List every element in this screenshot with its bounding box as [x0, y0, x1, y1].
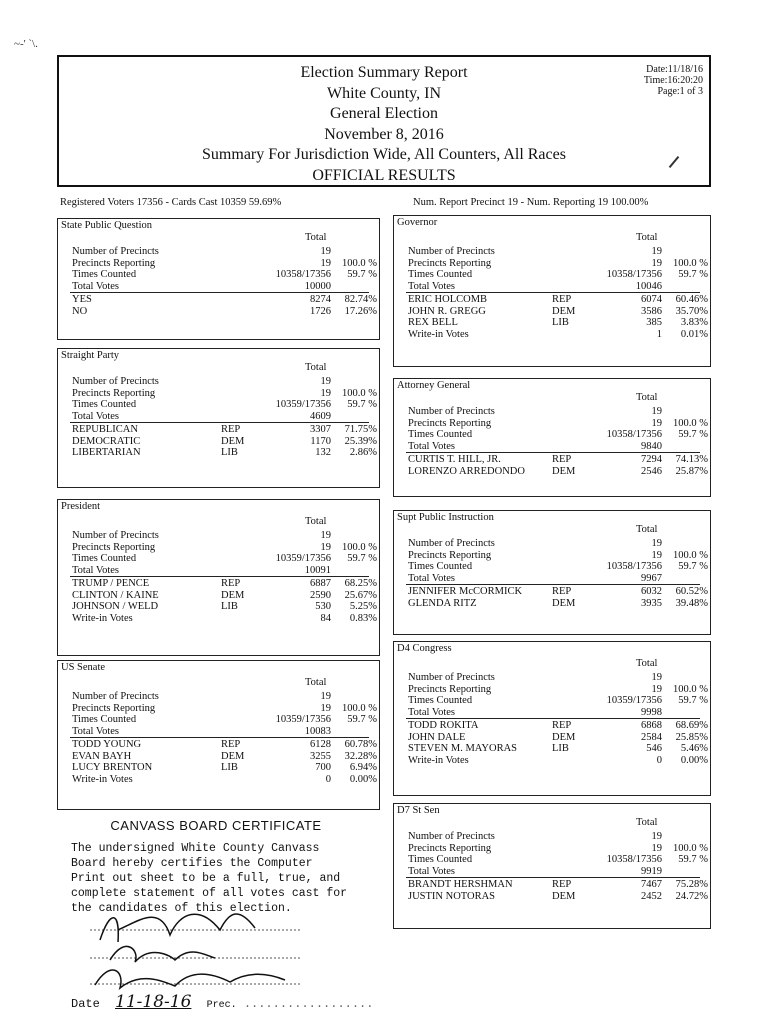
race-title: State Public Question: [61, 220, 152, 231]
stat-label: Total Votes: [72, 410, 120, 422]
candidate-party: REP: [221, 424, 241, 435]
candidate-row: [408, 328, 706, 341]
race-title: Governor: [397, 217, 438, 228]
stat-value: 4609: [310, 410, 331, 422]
total-header: Total: [636, 817, 658, 828]
stat-row: [72, 725, 375, 738]
candidate-votes: 3935: [641, 597, 662, 609]
candidate-percent: 32.28%: [344, 750, 377, 762]
stat-percent: 59.7 %: [347, 399, 377, 410]
candidate-percent: 6.94%: [349, 762, 377, 773]
candidate-name: JOHN R. GREGG: [408, 305, 486, 317]
header-titles: [59, 63, 709, 186]
candidate-percent: 25.85%: [675, 731, 708, 743]
report-title: Election Summary Report: [300, 64, 468, 81]
candidate-votes: 2584: [641, 731, 662, 743]
stat-percent: 100.0 %: [342, 387, 377, 399]
candidate-percent: 0.83%: [349, 612, 377, 624]
stat-percent: 59.7 %: [678, 561, 708, 572]
report-meta: [644, 64, 703, 97]
total-header: Total: [636, 392, 658, 403]
candidate-votes: 546: [646, 743, 662, 754]
stat-label: Total Votes: [72, 280, 120, 292]
candidate-percent: 24.72%: [675, 890, 708, 902]
candidate-votes: 700: [315, 762, 331, 773]
race-box-pr: [57, 499, 380, 656]
candidate-name: Write-in Votes: [408, 328, 469, 340]
stat-label: Precincts Reporting: [408, 257, 492, 269]
precinct-reporting-line: Num. Report Precinct 19 - Num. Reporting 19 100.00%: [413, 197, 649, 208]
candidate-party: DEM: [221, 589, 245, 601]
candidate-party: LIB: [552, 317, 569, 328]
candidate-party: DEM: [552, 597, 576, 609]
candidate-percent: 25.39%: [344, 435, 377, 447]
stat-label: Precincts Reporting: [408, 417, 492, 429]
candidate-votes: 530: [315, 601, 331, 612]
stat-percent: 59.7 %: [678, 429, 708, 440]
stat-label: Number of Precincts: [408, 831, 495, 842]
stat-value: 10091: [304, 564, 331, 576]
candidate-name: REPUBLICAN: [72, 424, 138, 435]
candidate-party: LIB: [221, 601, 238, 612]
candidate-party: DEM: [552, 731, 576, 743]
candidate-name: TRUMP / PENCE: [72, 578, 150, 589]
candidate-votes: 8274: [310, 294, 331, 305]
stat-label: Times Counted: [72, 269, 137, 280]
candidate-votes: 7294: [641, 454, 662, 465]
candidate-party: LIB: [552, 743, 569, 754]
stat-value: 19: [320, 702, 331, 714]
candidate-percent: 35.70%: [675, 305, 708, 317]
official-results: OFFICIAL RESULTS: [312, 166, 456, 184]
stat-row: [408, 706, 706, 719]
stat-label: Times Counted: [72, 399, 137, 410]
candidate-votes: 1: [656, 328, 662, 340]
race-title: Supt Public Instruction: [397, 512, 494, 523]
stat-label: Total Votes: [408, 280, 456, 292]
candidate-name: Write-in Votes: [72, 773, 133, 785]
stat-label: Number of Precincts: [408, 672, 495, 683]
candidate-party: DEM: [221, 435, 245, 447]
certificate-title: CANVASS BOARD CERTIFICATE: [110, 818, 322, 833]
stat-label: Number of Precincts: [72, 530, 159, 541]
stat-value: 19: [651, 246, 662, 257]
stat-value: 10359/17356: [275, 714, 331, 725]
stat-value: 19: [320, 530, 331, 541]
stat-label: Precincts Reporting: [408, 683, 492, 695]
stat-value: 10359/17356: [275, 399, 331, 410]
candidate-party: REP: [552, 720, 572, 731]
stat-label: Times Counted: [72, 714, 137, 725]
candidate-percent: 5.25%: [349, 601, 377, 612]
race-box-gv: [393, 215, 711, 367]
date-label: Date: [71, 997, 100, 1011]
certificate-line: the candidates of this election.: [71, 902, 292, 915]
stat-value: 10000: [304, 280, 331, 292]
candidate-votes: 7467: [641, 879, 662, 890]
election-date: November 8, 2016: [324, 125, 444, 143]
candidate-percent: 25.67%: [344, 589, 377, 601]
certificate-date-line: [71, 992, 373, 1012]
candidate-name: NO: [72, 305, 88, 317]
race-box-sp: [57, 348, 380, 488]
stat-value: 19: [651, 831, 662, 842]
stat-label: Total Votes: [72, 725, 120, 737]
candidate-percent: 2.86%: [349, 447, 377, 458]
stat-row: [72, 410, 375, 423]
candidate-percent: 71.75%: [344, 424, 377, 435]
stat-row: [408, 440, 706, 453]
stat-value: 10358/17356: [275, 269, 331, 280]
total-header: Total: [305, 232, 327, 243]
race-box-us: [57, 660, 380, 810]
stat-label: Times Counted: [408, 561, 473, 572]
stat-label: Number of Precincts: [408, 246, 495, 257]
stat-value: 10358/17356: [606, 269, 662, 280]
candidate-party: REP: [552, 294, 572, 305]
stat-value: 19: [320, 246, 331, 257]
stat-value: 9840: [641, 440, 662, 452]
candidate-name: TODD YOUNG: [72, 739, 142, 750]
registered-voters-line: Registered Voters 17356 - Cards Cast 10359 59.69%: [60, 197, 282, 208]
candidate-name: JENNIFER McCORMICK: [408, 586, 523, 597]
stat-value: 10358/17356: [606, 854, 662, 865]
total-header: Total: [305, 677, 327, 688]
report-header: [57, 55, 711, 187]
prec-blank: ..................: [243, 997, 374, 1011]
total-header: Total: [636, 232, 658, 243]
candidate-name: YES: [72, 294, 92, 305]
candidate-name: JOHNSON / WELD: [72, 601, 159, 612]
election-name: General Election: [330, 105, 438, 122]
candidate-party: REP: [552, 454, 572, 465]
canvass-signatures: [80, 900, 310, 1000]
candidate-row: [72, 446, 375, 459]
candidate-votes: 2590: [310, 589, 331, 601]
candidate-row: [72, 773, 375, 786]
candidate-percent: 5.46%: [680, 743, 708, 754]
stat-percent: 59.7 %: [678, 695, 708, 706]
stat-value: 19: [651, 549, 662, 561]
candidate-percent: 17.26%: [344, 305, 377, 317]
stat-percent: 59.7 %: [347, 714, 377, 725]
stat-row: [408, 572, 706, 585]
stat-row: [408, 280, 706, 293]
candidate-name: Write-in Votes: [72, 612, 133, 624]
candidate-name: TODD ROKITA: [408, 720, 479, 731]
stat-value: 9998: [641, 706, 662, 718]
stat-value: 19: [651, 417, 662, 429]
stat-percent: 100.0 %: [673, 842, 708, 854]
stat-value: 19: [320, 257, 331, 269]
candidate-party: REP: [221, 578, 241, 589]
stat-value: 10358/17356: [606, 429, 662, 440]
report-page: Page:1 of 3: [657, 86, 703, 97]
candidate-percent: 3.83%: [680, 317, 708, 328]
stat-percent: 59.7 %: [678, 854, 708, 865]
stat-label: Times Counted: [408, 269, 473, 280]
county-name: White County, IN: [326, 84, 442, 102]
candidate-votes: 6032: [641, 586, 662, 597]
candidate-name: LUCY BRENTON: [72, 762, 153, 773]
certificate-line: The undersigned White County Canvass: [71, 842, 320, 855]
candidate-name: BRANDT HERSHMAN: [408, 879, 513, 890]
report-time: Time:16:20:20: [643, 75, 703, 86]
candidate-percent: 0.00%: [349, 773, 377, 785]
total-header: Total: [636, 524, 658, 535]
candidate-votes: 6128: [310, 739, 331, 750]
stat-row: [72, 280, 375, 293]
stat-value: 19: [651, 257, 662, 269]
race-title: President: [61, 501, 101, 512]
total-header: Total: [636, 658, 658, 669]
candidate-name: JOHN DALE: [408, 731, 466, 743]
candidate-name: JUSTIN NOTORAS: [408, 890, 496, 902]
candidate-party: DEM: [221, 750, 245, 762]
race-title: US Senate: [61, 662, 106, 673]
candidate-party: REP: [552, 586, 572, 597]
candidate-percent: 60.78%: [344, 739, 377, 750]
candidate-percent: 75.28%: [675, 879, 708, 890]
candidate-percent: 60.46%: [675, 294, 708, 305]
candidate-name: REX BELL: [408, 317, 458, 328]
candidate-name: DEMOCRATIC: [72, 435, 141, 447]
candidate-percent: 68.69%: [675, 720, 708, 731]
summary-scope: Summary For Jurisdiction Wide, All Counters, All Races: [202, 146, 566, 163]
stat-label: Total Votes: [72, 564, 120, 576]
candidate-votes: 6074: [641, 294, 662, 305]
stat-label: Total Votes: [408, 440, 456, 452]
stat-percent: 59.7 %: [347, 269, 377, 280]
race-box-d7: [393, 803, 711, 929]
candidate-row: [72, 305, 375, 318]
candidate-name: LIBERTARIAN: [72, 447, 141, 458]
candidate-percent: 68.25%: [344, 578, 377, 589]
stat-value: 19: [651, 538, 662, 549]
stat-percent: 100.0 %: [342, 702, 377, 714]
certificate-line: complete statement of all votes cast for: [71, 887, 348, 900]
candidate-votes: 1726: [310, 305, 331, 317]
candidate-party: REP: [221, 739, 241, 750]
stat-percent: 100.0 %: [342, 257, 377, 269]
stat-label: Precincts Reporting: [72, 702, 156, 714]
stat-value: 10358/17356: [606, 561, 662, 572]
stat-label: Number of Precincts: [72, 246, 159, 257]
candidate-name: CURTIS T. HILL, JR.: [408, 454, 501, 465]
candidate-name: LORENZO ARREDONDO: [408, 465, 525, 477]
race-box-spi: [393, 510, 711, 635]
stat-label: Precincts Reporting: [72, 541, 156, 553]
stat-value: 19: [320, 541, 331, 553]
candidate-votes: 1170: [310, 435, 331, 447]
stat-percent: 100.0 %: [673, 683, 708, 695]
stat-label: Total Votes: [408, 865, 456, 877]
stat-value: 19: [320, 691, 331, 702]
stat-value: 10083: [304, 725, 331, 737]
stat-value: 9919: [641, 865, 662, 877]
stat-value: 10046: [635, 280, 662, 292]
candidate-row: [408, 754, 706, 767]
candidate-votes: 6887: [310, 578, 331, 589]
stat-value: 19: [320, 376, 331, 387]
candidate-votes: 6868: [641, 720, 662, 731]
stat-label: Number of Precincts: [72, 691, 159, 702]
stat-label: Precincts Reporting: [72, 257, 156, 269]
candidate-percent: 60.52%: [675, 586, 708, 597]
date-value: 11-18-16: [115, 992, 192, 1012]
candidate-votes: 84: [320, 612, 331, 624]
stat-label: Times Counted: [408, 854, 473, 865]
candidate-percent: 39.48%: [675, 597, 708, 609]
stat-value: 19: [651, 672, 662, 683]
candidate-row: [408, 465, 706, 478]
stat-percent: 59.7 %: [678, 269, 708, 280]
stat-label: Precincts Reporting: [408, 549, 492, 561]
candidate-percent: 82.74%: [344, 294, 377, 305]
stat-label: Times Counted: [408, 695, 473, 706]
stat-label: Number of Precincts: [408, 538, 495, 549]
candidate-row: [72, 612, 375, 625]
stat-row: [72, 564, 375, 577]
stat-percent: 100.0 %: [342, 541, 377, 553]
stat-label: Times Counted: [408, 429, 473, 440]
candidate-party: DEM: [552, 305, 576, 317]
stat-row: [408, 865, 706, 878]
candidate-votes: 0: [325, 773, 331, 785]
stat-value: 19: [651, 683, 662, 695]
race-title: Straight Party: [61, 350, 120, 361]
candidate-name: CLINTON / KAINE: [72, 589, 159, 601]
certificate-line: Print out sheet to be a full, true, and: [71, 872, 341, 885]
stat-label: Number of Precincts: [408, 406, 495, 417]
candidate-percent: 0.00%: [680, 754, 708, 766]
report-date: Date:11/18/16: [646, 64, 703, 75]
candidate-name: STEVEN M. MAYORAS: [408, 743, 518, 754]
candidate-party: LIB: [221, 762, 238, 773]
candidate-row: [408, 890, 706, 903]
candidate-votes: 0: [656, 754, 662, 766]
candidate-party: DEM: [552, 465, 576, 477]
candidate-votes: 385: [646, 317, 662, 328]
candidate-percent: 0.01%: [680, 328, 708, 340]
candidate-votes: 132: [315, 447, 331, 458]
race-box-d4: [393, 641, 711, 796]
certificate-line: Board hereby certifies the Computer: [71, 857, 313, 870]
precinct-label: Prec.: [206, 1000, 237, 1011]
race-title: Attorney General: [397, 380, 471, 391]
stat-label: Times Counted: [72, 553, 137, 564]
stat-percent: 100.0 %: [673, 257, 708, 269]
stat-label: Precincts Reporting: [72, 387, 156, 399]
stat-label: Precincts Reporting: [408, 842, 492, 854]
corner-scribble: ~-' `\.: [14, 38, 38, 50]
stat-label: Total Votes: [408, 706, 456, 718]
candidate-votes: 3307: [310, 424, 331, 435]
stat-value: 9967: [641, 572, 662, 584]
candidate-votes: 3255: [310, 750, 331, 762]
candidate-votes: 2452: [641, 890, 662, 902]
candidate-name: Write-in Votes: [408, 754, 469, 766]
candidate-votes: 2546: [641, 465, 662, 477]
candidate-row: [408, 597, 706, 610]
candidate-party: LIB: [221, 447, 238, 458]
stat-value: 10359/17356: [606, 695, 662, 706]
stat-label: Total Votes: [408, 572, 456, 584]
stat-label: Number of Precincts: [72, 376, 159, 387]
candidate-name: EVAN BAYH: [72, 750, 132, 762]
candidate-name: ERIC HOLCOMB: [408, 294, 488, 305]
candidate-party: REP: [552, 879, 572, 890]
stat-value: 10359/17356: [275, 553, 331, 564]
candidate-name: GLENDA RITZ: [408, 597, 477, 609]
candidate-party: DEM: [552, 890, 576, 902]
race-box-ag: [393, 378, 711, 497]
total-header: Total: [305, 362, 327, 373]
stat-value: 19: [320, 387, 331, 399]
stat-percent: 59.7 %: [347, 553, 377, 564]
stat-percent: 100.0 %: [673, 549, 708, 561]
race-title: D4 Congress: [397, 643, 452, 654]
stat-value: 19: [651, 406, 662, 417]
race-box-sq: [57, 218, 380, 340]
candidate-percent: 25.87%: [675, 465, 708, 477]
stat-percent: 100.0 %: [673, 417, 708, 429]
race-title: D7 St Sen: [397, 805, 440, 816]
total-header: Total: [305, 516, 327, 527]
candidate-percent: 74.13%: [675, 454, 708, 465]
stat-value: 19: [651, 842, 662, 854]
candidate-votes: 3586: [641, 305, 662, 317]
